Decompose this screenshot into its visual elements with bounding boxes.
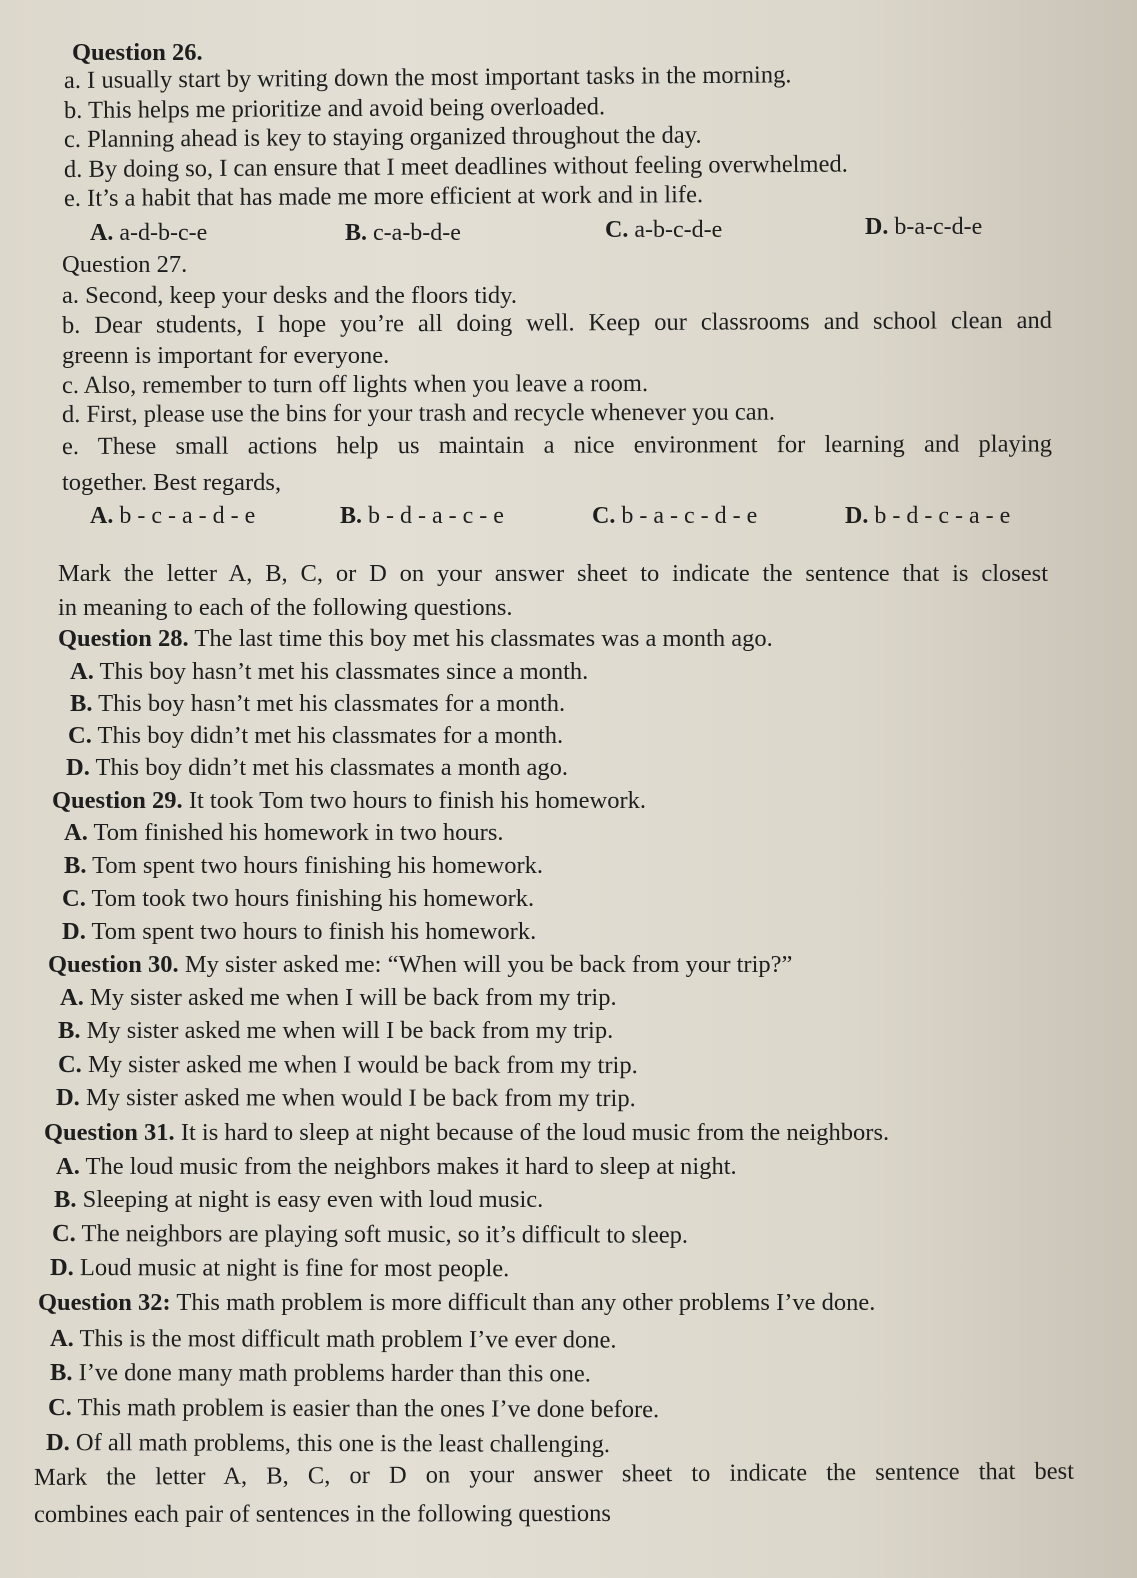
q26-option-a[interactable]: A. a-d-b-c-e	[90, 220, 208, 246]
q30-answer-b[interactable]: B. My sister asked me when will I be back from my trip.	[58, 1017, 614, 1044]
q26-item-c: c. Planning ahead is key to staying organized throughout the day.	[63, 121, 702, 153]
q29-answer-b[interactable]: B. Tom spent two hours finishing his homework.	[64, 852, 543, 879]
q29-answer-c[interactable]: C. Tom took two hours finishing his homework.	[62, 885, 535, 912]
q31-answer-c[interactable]: C. The neighbors are playing soft music, so it’s difficult to sleep.	[51, 1220, 689, 1249]
q27-item-d: d. First, please use the bins for your trash and recycle whenever you can.	[61, 398, 776, 428]
q29-answer-a[interactable]: A. Tom finished his homework in two hours.	[64, 819, 504, 846]
q28-answer-a[interactable]: A. This boy hasn’t met his classmates since a month.	[70, 658, 589, 685]
question-28-stem: Question 28. The last time this boy met his classmates was a month ago.	[58, 625, 773, 652]
q27-item-b-cont: greenn is important for everyone.	[62, 342, 390, 369]
q31-answer-d[interactable]: D. Loud music at night is fine for most people.	[49, 1254, 510, 1283]
q31-answer-b[interactable]: B. Sleeping at night is easy even with loud music.	[54, 1186, 544, 1213]
q26-option-b[interactable]: B. c-a-b-d-e	[345, 220, 461, 246]
q27-item-e-cont: together. Best regards,	[62, 469, 282, 496]
q32-answer-c[interactable]: C. This math problem is easier than the ones I’ve done before.	[47, 1394, 660, 1424]
q28-answer-c[interactable]: C. This boy didn’t met his classmates for a month.	[68, 722, 564, 749]
q27-option-a[interactable]: A. b - c - a - d - e	[90, 503, 256, 529]
q27-item-a: a. Second, keep your desks and the floors tidy.	[62, 282, 517, 309]
q26-item-e: e. It’s a habit that has made me more efficient at work and in life.	[63, 181, 704, 212]
question-30-stem: Question 30. My sister asked me: “When will you be back from your trip?”	[48, 951, 793, 978]
q32-answer-a[interactable]: A. This is the most difficult math problem I’ve ever done.	[49, 1325, 617, 1354]
q30-answer-d[interactable]: D. My sister asked me when would I be back from my trip.	[55, 1084, 636, 1113]
q32-answer-b[interactable]: B. I’ve done many math problems harder than this one.	[49, 1359, 591, 1388]
q28-answer-d[interactable]: D. This boy didn’t met his classmates a month ago.	[66, 754, 568, 781]
question-27-title: Question 27.	[62, 251, 188, 278]
q27-option-d[interactable]: D. b - d - c - a - e	[845, 503, 1011, 529]
instruction-combine-line1: Mark the letter A, B, C, or D on your answer sheet to indicate the sentence that best	[33, 1457, 1075, 1491]
question-32-stem: Question 32: This math problem is more difficult than any other problems I’ve done.	[38, 1289, 876, 1316]
q30-answer-a[interactable]: A. My sister asked me when I will be back from my trip.	[60, 984, 617, 1011]
q27-item-c: c. Also, remember to turn off lights when you leave a room.	[61, 369, 649, 399]
q28-answer-b[interactable]: B. This boy hasn’t met his classmates for a month.	[70, 690, 566, 717]
q27-option-b[interactable]: B. b - d - a - c - e	[340, 503, 504, 529]
question-26-title: Question 26.	[72, 39, 203, 66]
q27-option-c[interactable]: C. b - a - c - d - e	[592, 503, 758, 529]
q31-answer-a[interactable]: A. The loud music from the neighbors makes it hard to sleep at night.	[56, 1153, 737, 1180]
question-31-stem: Question 31. It is hard to sleep at night because of the loud music from the neighbors.	[44, 1119, 890, 1146]
q26-option-d[interactable]: D. b-a-c-d-e	[865, 214, 983, 240]
instruction-combine-line2: combines each pair of sentences in the following questions	[33, 1499, 611, 1528]
q26-item-d: d. By doing so, I can ensure that I meet deadlines without feeling overwhelmed.	[63, 150, 848, 183]
instruction-closest-meaning-line1: Mark the letter A, B, C, or D on your answer sheet to indicate the sentence that is closest	[58, 560, 1048, 587]
q26-item-a: a. I usually start by writing down the most important tasks in the morning.	[63, 61, 792, 94]
q27-item-b: b. Dear students, I hope you’re all doing well. Keep our classrooms and school clean and	[61, 306, 1053, 339]
q26-item-b: b. This helps me prioritize and avoid being overloaded.	[63, 93, 606, 124]
question-29-stem: Question 29. It took Tom two hours to finish his homework.	[52, 787, 647, 814]
q29-answer-d[interactable]: D. Tom spent two hours to finish his homework.	[62, 918, 537, 945]
instruction-closest-meaning-line2: in meaning to each of the following questions.	[58, 594, 513, 621]
q32-answer-d[interactable]: D. Of all math problems, this one is the least challenging.	[45, 1429, 611, 1458]
q30-answer-c[interactable]: C. My sister asked me when I would be back from my trip.	[57, 1051, 638, 1080]
q26-option-c[interactable]: C. a-b-c-d-e	[605, 217, 723, 243]
q27-item-e: e. These small actions help us maintain a nice environment for learning and playing	[61, 430, 1053, 460]
